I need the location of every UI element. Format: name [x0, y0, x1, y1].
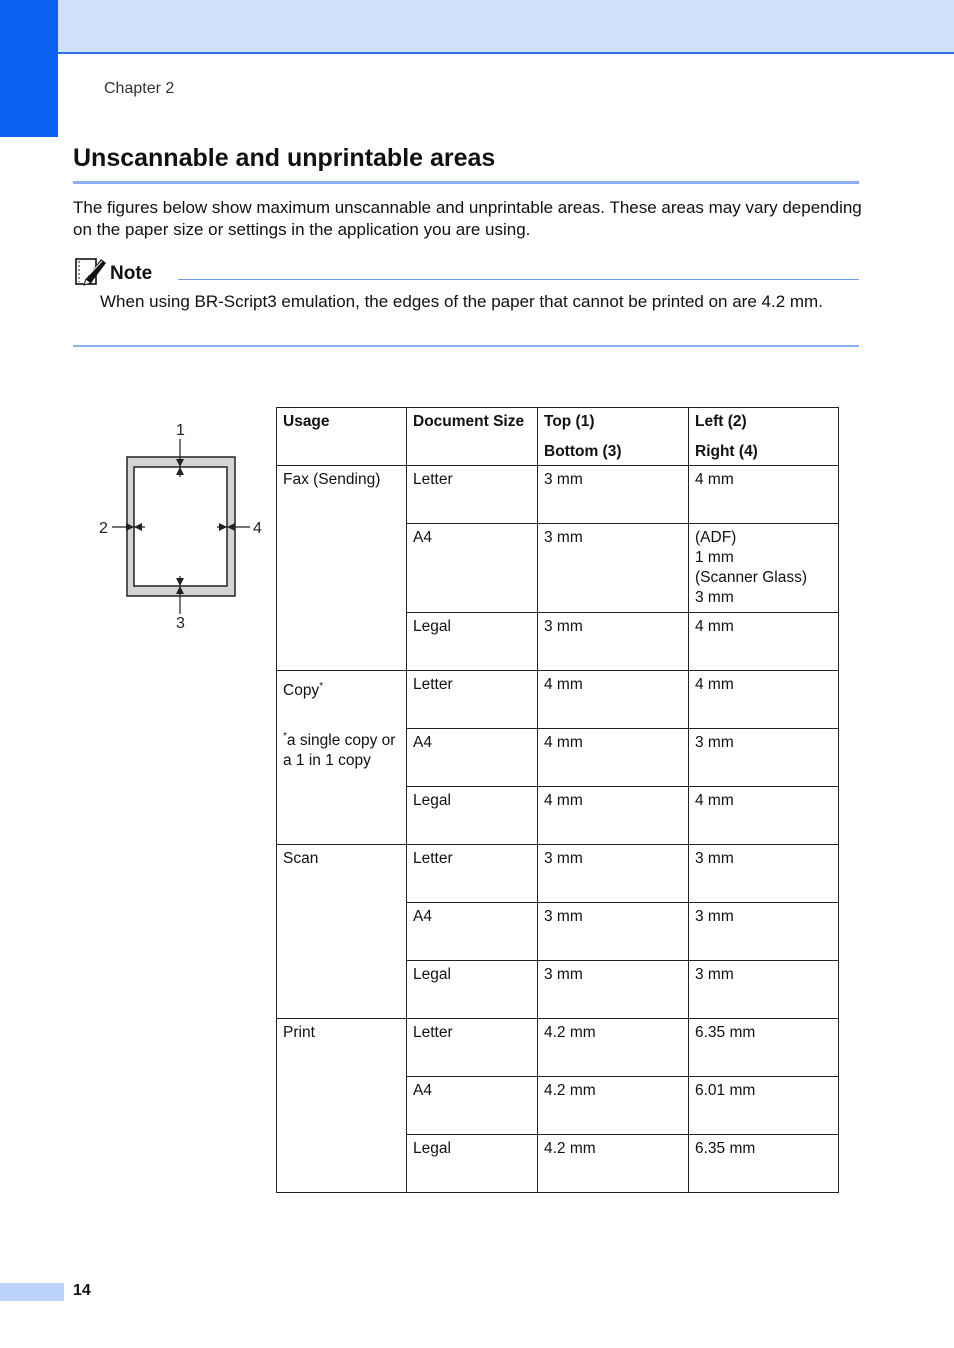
left-right-line: (Scanner Glass): [695, 569, 807, 586]
note-pencil-icon: [74, 255, 108, 287]
section-title: Unscannable and unprintable areas: [73, 144, 496, 172]
table-header-row: [277, 408, 839, 466]
top-bottom-cell: 3 mm: [538, 613, 689, 671]
top-bottom-cell: 3 mm: [538, 524, 689, 613]
diagram-label-2: 2: [99, 520, 108, 537]
table-row: [277, 845, 839, 903]
top-bottom-cell: 4 mm: [538, 671, 689, 729]
diagram-label-1: 1: [176, 422, 185, 439]
intro-paragraph: The figures below show maximum unscannable and unprintable areas. These areas may vary depending on the paper size or settings in the application you are using.: [73, 198, 862, 239]
header-top: Top (1): [544, 413, 595, 430]
chapter-label: Chapter 2: [104, 80, 175, 97]
size-cell: Letter: [407, 466, 538, 524]
top-bottom-cell: 3 mm: [538, 961, 689, 1019]
left-right-cell: 3 mm: [689, 961, 839, 1019]
usage-cell: Scan: [277, 845, 407, 1019]
header-top-bottom: [538, 408, 689, 466]
size-cell: Letter: [407, 1019, 538, 1077]
size-cell: A4: [407, 729, 538, 787]
left-right-cell: 4 mm: [689, 613, 839, 671]
left-right-line: 1 mm: [695, 549, 734, 566]
page-number: 14: [73, 1282, 91, 1299]
left-right-cell: 6.01 mm: [689, 1077, 839, 1135]
header-band: [0, 0, 954, 54]
size-cell: A4: [407, 1077, 538, 1135]
usage-footnote-text: a single copy or a 1 in 1 copy: [283, 732, 396, 770]
note-text: When using BR-Script3 emulation, the edges of the paper that cannot be printed on are 4.2 mm.: [100, 292, 823, 311]
table-row: [277, 671, 839, 729]
footer-tab: [0, 1283, 64, 1301]
header-usage: Usage: [277, 408, 407, 466]
left-right-cell: [689, 524, 839, 613]
usage-cell: [277, 671, 407, 845]
header-right: Right (4): [695, 443, 758, 460]
footnote-marker: *: [319, 681, 324, 692]
diagram-label-4: 4: [253, 520, 262, 537]
left-right-cell: 3 mm: [689, 903, 839, 961]
top-bottom-cell: 4.2 mm: [538, 1135, 689, 1193]
table-row: [277, 1019, 839, 1077]
header-bottom: Bottom (3): [544, 443, 622, 460]
left-right-cell: 4 mm: [689, 466, 839, 524]
left-right-cell: 6.35 mm: [689, 1135, 839, 1193]
page-margin-diagram: [90, 415, 270, 635]
chapter-tab-marker: [0, 0, 58, 137]
top-bottom-cell: 4 mm: [538, 729, 689, 787]
top-bottom-cell: 3 mm: [538, 845, 689, 903]
left-right-cell: 4 mm: [689, 671, 839, 729]
left-right-cell: 6.35 mm: [689, 1019, 839, 1077]
header-document-size: Document Size: [407, 408, 538, 466]
size-cell: A4: [407, 524, 538, 613]
usage-cell: Print: [277, 1019, 407, 1193]
size-cell: Legal: [407, 787, 538, 845]
table-row: [277, 466, 839, 524]
note-label: Note: [110, 263, 153, 284]
left-right-line: (ADF): [695, 529, 737, 546]
size-cell: Legal: [407, 1135, 538, 1193]
note-bottom-rule: [73, 345, 859, 347]
footnote-marker: *: [283, 731, 287, 743]
size-cell: Legal: [407, 613, 538, 671]
size-cell: A4: [407, 903, 538, 961]
usage-footnote: [283, 727, 400, 771]
left-right-cell: 3 mm: [689, 845, 839, 903]
top-bottom-cell: 4.2 mm: [538, 1019, 689, 1077]
top-bottom-cell: 4 mm: [538, 787, 689, 845]
left-right-cell: 4 mm: [689, 787, 839, 845]
left-right-line: 3 mm: [695, 589, 734, 606]
title-underline: [73, 181, 859, 184]
header-left-right: [689, 408, 839, 466]
usage-cell: Fax (Sending): [277, 466, 407, 671]
header-left: Left (2): [695, 413, 747, 430]
left-right-cell: 3 mm: [689, 729, 839, 787]
diagram-label-3: 3: [176, 615, 185, 632]
usage-label: Copy: [283, 682, 320, 700]
note-rule: [178, 279, 859, 280]
size-cell: Letter: [407, 845, 538, 903]
size-cell: Letter: [407, 671, 538, 729]
top-bottom-cell: 4.2 mm: [538, 1077, 689, 1135]
size-cell: Legal: [407, 961, 538, 1019]
top-bottom-cell: 3 mm: [538, 466, 689, 524]
top-bottom-cell: 3 mm: [538, 903, 689, 961]
margins-table: [276, 407, 839, 1193]
